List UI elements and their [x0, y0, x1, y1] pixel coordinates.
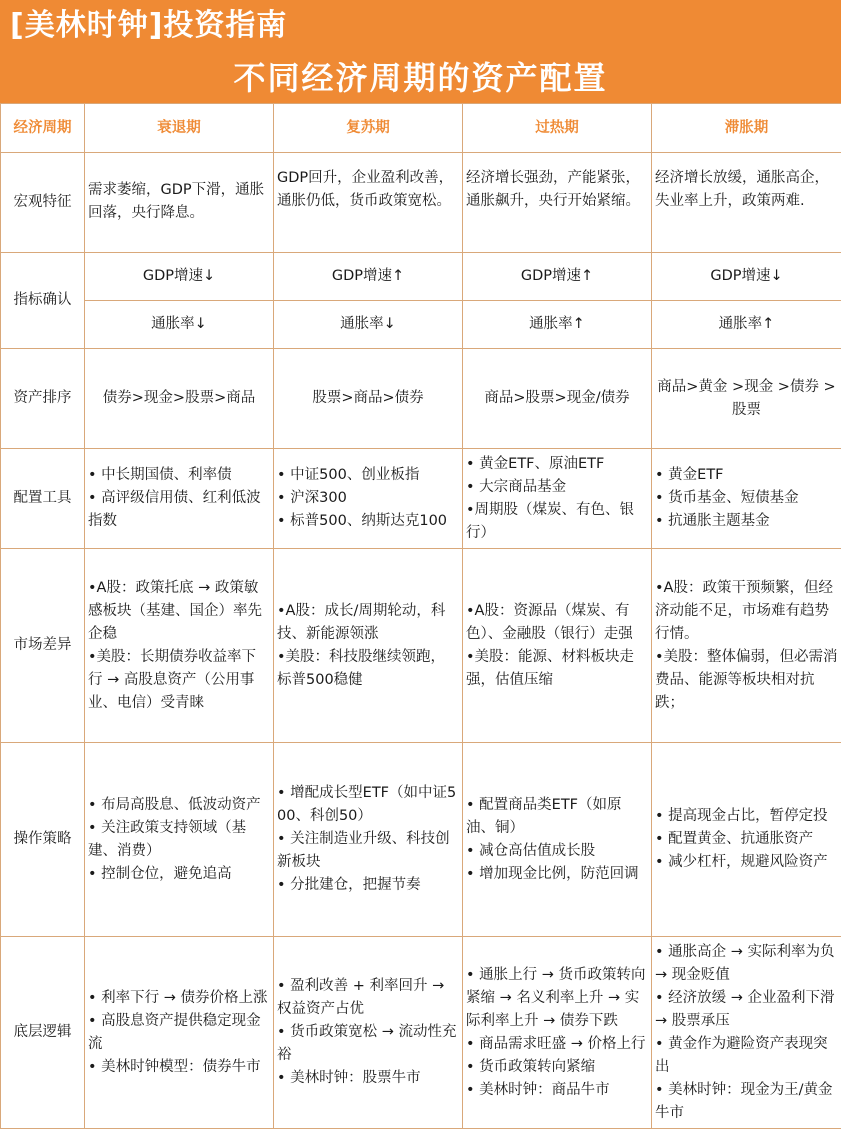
list-item: • 减仓高估值成长股 — [466, 842, 596, 859]
list-item: •周期股（煤炭、有色、银行） — [466, 501, 635, 541]
row-label-macro: 宏观特征 — [1, 153, 85, 253]
list-item: • 美林时钟：现金为王/黄金牛市 — [655, 1081, 833, 1121]
list-item: • 中证500、创业板指 — [277, 467, 420, 483]
list-item: • 抗通胀主题基金 — [655, 513, 770, 529]
cell-market-recovery — [274, 549, 463, 743]
cell-tools-recession — [85, 449, 274, 549]
list-item: • 增配成长型ETF（如中证500、科创50） — [277, 785, 457, 824]
row-logic — [1, 937, 841, 1129]
list-item: • 布局高股息、低波动资产 — [88, 796, 261, 813]
cell-gdp-recession: GDP增速↓ — [85, 253, 274, 301]
list-item: • 美林时钟：股票牛市 — [277, 1070, 421, 1086]
cell-gdp-recovery: GDP增速↑ — [274, 253, 463, 301]
list-item: • 商品需求旺盛 → 价格上行 — [466, 1035, 646, 1052]
cell-tools-stagflation — [652, 449, 841, 549]
cell-inflation-recession: 通胀率↓ — [85, 301, 274, 349]
list-item: • 大宗商品基金 — [466, 478, 567, 495]
row-strategy — [1, 743, 841, 937]
cell-inflation-recovery: 通胀率↓ — [274, 301, 463, 349]
list-item: • 经济放缓 → 企业盈利下滑 → 股票承压 — [655, 989, 835, 1029]
list-item: • 黄金作为避险资产表现突出 — [655, 1035, 828, 1075]
cell-strategy-stagflation — [652, 743, 841, 937]
row-macro — [1, 153, 841, 253]
column-header-stagflation: 滞胀期 — [652, 104, 841, 153]
cell-tools-overheat — [463, 449, 652, 549]
list-item: • 关注政策支持领域（基建、消费） — [88, 819, 247, 859]
column-header-recovery: 复苏期 — [274, 104, 463, 153]
cell-inflation-overheat: 通胀率↑ — [463, 301, 652, 349]
cell-macro-overheat: 经济增长强劲，产能紧张，通胀飙升，央行开始紧缩。 — [463, 153, 652, 253]
list-item: •美股：能源、材料板块走强，估值压缩 — [466, 648, 635, 688]
cell-ranking-recession: 债券>现金>股票>商品 — [85, 349, 274, 449]
cell-macro-recession: 需求萎缩，GDP下滑，通胀回落，央行降息。 — [85, 153, 274, 253]
list-item: • 配置商品类ETF（如原油、铜） — [466, 796, 622, 836]
list-item: • 提高现金占比，暂停定投 — [655, 808, 828, 824]
list-item: • 高股息资产提供稳定现金流 — [88, 1012, 261, 1052]
list-item: •美股：整体偏弱，但必需消费品、能源等板块相对抗跌； — [655, 648, 838, 711]
row-market — [1, 549, 841, 743]
cell-market-recession — [85, 549, 274, 743]
page-header — [0, 0, 841, 103]
list-item: • 通胀上行 → 货币政策转向紧缩 → 名义利率上升 → 实际利率上升 → 债券下跌 — [466, 966, 646, 1029]
cell-ranking-stagflation: 商品>黄金 >现金 >债券 > 股票 — [652, 349, 841, 449]
list-item: • 盈利改善 + 利率回升 → 权益资产占优 — [277, 978, 445, 1017]
row-label-market: 市场差异 — [1, 549, 85, 743]
list-item: • 黄金ETF、原油ETF — [466, 455, 605, 472]
column-header-cycle: 经济周期 — [1, 104, 85, 153]
cell-tools-recovery — [274, 449, 463, 549]
list-item: • 货币政策宽松 → 流动性充裕 — [277, 1024, 457, 1063]
row-label-ranking: 资产排序 — [1, 349, 85, 449]
list-item: • 配置黄金、抗通胀资产 — [655, 831, 814, 847]
list-item: •美股：科技股继续领跑，标普500稳健 — [277, 648, 446, 688]
page-subtitle: 不同经济周期的资产配置 — [233, 59, 608, 97]
header-row — [1, 104, 841, 153]
cell-strategy-recovery — [274, 743, 463, 937]
cell-ranking-overheat: 商品>股票>现金/债券 — [463, 349, 652, 449]
cell-logic-stagflation — [652, 937, 841, 1129]
list-item: • 关注制造业升级、科技创新板块 — [277, 831, 450, 870]
list-item: • 增加现金比例，防范回调 — [466, 865, 639, 882]
cell-logic-recovery — [274, 937, 463, 1129]
cell-gdp-overheat: GDP增速↑ — [463, 253, 652, 301]
row-label-tools: 配置工具 — [1, 449, 85, 549]
list-item: • 高评级信用债、红利低波指数 — [88, 490, 261, 529]
list-item: •A股：政策干预频繁，但经济动能不足，市场难有趋势行情。 — [655, 579, 833, 642]
cell-logic-overheat — [463, 937, 652, 1129]
cell-macro-recovery: GDP回升，企业盈利改善，通胀仍低，货币政策宽松。 — [274, 153, 463, 253]
cell-inflation-stagflation: 通胀率↑ — [652, 301, 841, 349]
row-indicator-inflation — [1, 301, 841, 349]
row-label-logic: 底层逻辑 — [1, 937, 85, 1129]
list-item: • 货币政策转向紧缩 — [466, 1058, 596, 1075]
cell-macro-stagflation: 经济增长放缓，通胀高企，失业率上升，政策两难. — [652, 153, 841, 253]
list-item: •A股：成长/周期轮动，科技、新能源领涨 — [277, 602, 446, 642]
list-item: • 美林时钟模型：债券牛市 — [88, 1058, 261, 1075]
list-item: • 分批建仓，把握节奏 — [277, 877, 421, 893]
row-tools — [1, 449, 841, 549]
cell-ranking-recovery: 股票>商品>债券 — [274, 349, 463, 449]
cell-gdp-stagflation: GDP增速↓ — [652, 253, 841, 301]
row-indicator-gdp — [1, 253, 841, 301]
list-item: • 沪深300 — [277, 490, 347, 506]
asset-allocation-table — [0, 103, 841, 1129]
cell-logic-recession — [85, 937, 274, 1129]
list-item: • 标普500、纳斯达克100 — [277, 513, 448, 529]
column-header-recession: 衰退期 — [85, 104, 274, 153]
list-item: • 通胀高企 → 实际利率为负 → 现金贬值 — [655, 943, 835, 983]
list-item: • 控制仓位，避免追高 — [88, 865, 232, 882]
cell-strategy-recession — [85, 743, 274, 937]
row-ranking — [1, 349, 841, 449]
row-label-indicator: 指标确认 — [1, 253, 85, 349]
brand-title: [美林时钟]投资指南 — [10, 8, 288, 43]
list-item: •A股：资源品（煤炭、有色）、金融股（银行）走强 — [466, 602, 633, 642]
column-header-overheat: 过热期 — [463, 104, 652, 153]
list-item: • 美林时钟：商品牛市 — [466, 1081, 610, 1098]
row-label-strategy: 操作策略 — [1, 743, 85, 937]
list-item: • 货币基金、短债基金 — [655, 490, 799, 506]
list-item: • 减少杠杆，规避风险资产 — [655, 854, 828, 870]
list-item: •A股：政策托底 → 政策敏感板块（基建、国企）率先企稳 — [88, 579, 262, 642]
list-item: • 黄金ETF — [655, 467, 724, 483]
cell-strategy-overheat — [463, 743, 652, 937]
list-item: • 利率下行 → 债券价格上涨 — [88, 989, 268, 1006]
cell-market-stagflation — [652, 549, 841, 743]
cell-market-overheat — [463, 549, 652, 743]
list-item: • 中长期国债、利率债 — [88, 467, 232, 483]
list-item: •美股：长期债券收益率下行 → 高股息资产（公用事业、电信）受青睐 — [88, 648, 257, 711]
